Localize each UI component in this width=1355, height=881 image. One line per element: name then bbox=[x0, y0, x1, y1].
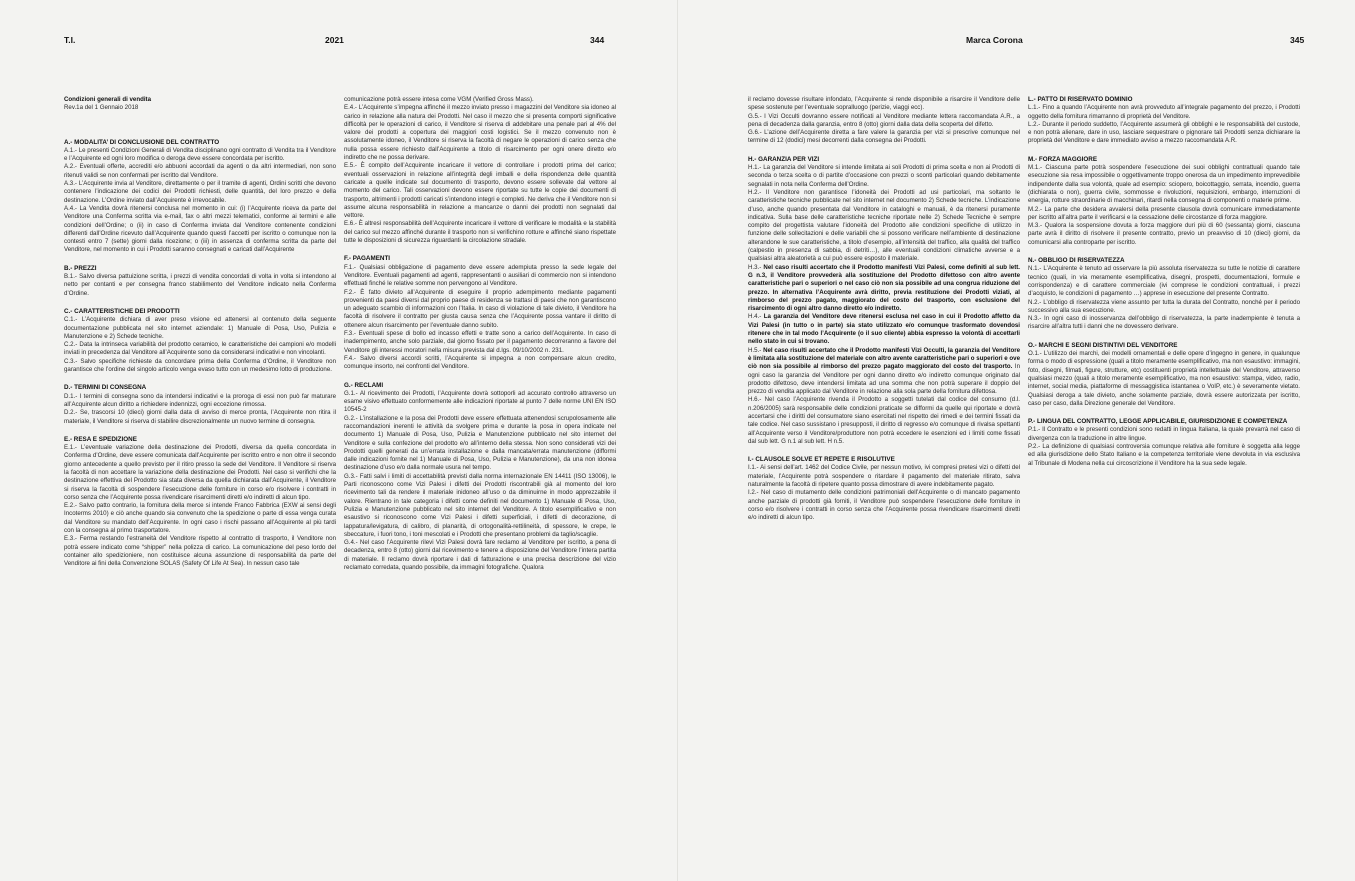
clause-m3: M.3.- Qualora la sospensione dovuta a forza maggiore duri più di 60 (sessanta) giorni, ciascuna parte avrà il diritto di risolvere il presente contratto, previo un preavviso di 10 (dieci) giorni, da comunicarsi alla controparte per iscritto. bbox=[1028, 222, 1300, 246]
clause-f4: F.4.- Salvo diversi accordi scritti, l’Acquirente si impegna a non compensare alcun credito, comunque insorto, nei confronti del Venditore. bbox=[344, 354, 616, 371]
clause-h1: H.1.- La garanzia del Venditore si intende limitata ai soli Prodotti di prima scelta e non ai Prodotti di seconda o terza scelta o di partite d’occasione con prezzi o sconti particolari quando debitamente segnalati in nota nella Conferma dell’Ordine. bbox=[748, 164, 1020, 188]
clause-h2: H.2.- Il Venditore non garantisce l’idoneità dei Prodotti ad usi particolari, ma soltanto le caratteristiche tecniche pubblicate nel sito internet nel documento 2) Schede tecniche. L’indicazione d’uso, anche quando presentata dal Venditore in cataloghi e manuali, è da ritenersi puramente indicativa. Sulla base delle caratteristiche tecniche riportate nelle 2) Schede Tecniche è sempre compito del progettista valutare l’idoneità del Prodotto alle condizioni specifiche di utilizzo in funzione delle sollecitazioni e delle variabili che si possono verificare nell’ambiente di destinazione alterandone le sue caratteristiche, a titolo d’esempio, all’intensità del traffico, alla qualità del traffico (calpestio in presenza di sabbia, di detriti…), alle eventuali condizioni climatiche avverse e a qualsiasi altra aleatorietà a cui può essere esposto il materiale. bbox=[748, 188, 1020, 263]
clause-f3: F.3.- Eventuali spese di bollo ed incasso effetti e tratte sono a carico dell’Acquirente. In caso di inadempimento, anche solo parziale, dal giorno fissato per il pagamento decorreranno a favore del Venditore gli interessi moratori nella misura prevista dal d.lgs. 09/10/2002 n. 231. bbox=[344, 330, 616, 354]
document-title: Condizioni generali di vendita bbox=[64, 96, 152, 103]
clause-h5 bbox=[748, 347, 1020, 397]
clause-g1: G.1.- Al ricevimento dei Prodotti, l’Acquirente dovrà sottoporli ad accurato controllo attraverso un esame visivo effettuato conformemente alle indicazioni riportate al punto 7 delle norme UNI EN ISO 10545-2 bbox=[344, 389, 616, 414]
clause-n1: N.1.- L’Acquirente è tenuto ad osservare la più assoluta riservatezza su tutte le notizie di carattere tecnico (quali, in via meramente esemplificativa, disegni, prospetti, documentazioni, formule e corrispondenza) e di carattere commerciale (ivi comprese le condizioni contrattuali, i prezzi d’acquisto, le condizioni di pagamento …) apprese in esecuzione del presente Contratto. bbox=[1028, 265, 1300, 298]
clause-b1: B.1.- Salvo diversa pattuizione scritta, i prezzi di vendita concordati di volta in volta si intendono al netto per contanti e per consegna franco stabilimento del Venditore indicato nella Conferma d’Ordine. bbox=[64, 273, 336, 297]
clause-h4-number: H.4.- bbox=[748, 313, 764, 321]
clause-h3-number: H.3.- bbox=[748, 263, 764, 271]
clause-e5: E.5.- È compito dell’Acquirente incaricare il vettore di controllare i prodotti prima del carico; eventuali osservazioni in relazione all’integrità degli imballi e della rispondenza delle quantità caricate a quelle indicate sul documento di trasporto, devono essere sollevate dal vettore al momento del carico. Tali osservazioni devono essere riportate su tutte le copie dei documenti di trasporto, altrimenti i prodotti caricati s’intendono integri e completi. Ne deriva che il Venditore non si assume alcuna responsabilità in relazione a mancanze o danni dei prodotti non segnalati dal vettore. bbox=[344, 162, 616, 220]
clause-h5-bold-text: Nel caso risulti accertato che il Prodotto manifesti Vizi Occulti, la garanzia del Venditore è limitata alla sostituzione del materiale con altro avente caratteristiche pari o superiori e ove ciò non sia possibile al rimborso del prezzo pagato maggiorato del costo del trasporto. bbox=[748, 346, 1020, 371]
clause-a4: A.4.- La Vendita dovrà ritenersi conclusa nel momento in cui: (i) l’Acquirente riceva da parte del Venditore una Conferma scritta via e-mail, fax o altri mezzi telematici, conforme ai termini e alle condizioni dell’Ordine; o (ii) in caso di Conferma inviata dal Venditore contenente condizioni differenti dall’Ordine ricevuto dall’Acquirente quando questi l’accetti per iscritto o comunque non la contesti entro 7 (sette) giorni dalla ricezione; o (iii) in assenza di conferma scritta da parte del Venditore, nel momento in cui i Prodotti saranno consegnati e caricati dall’Acquirente bbox=[64, 204, 336, 254]
clause-p1: P.1.- Il Contratto e le presenti condizioni sono redatti in lingua Italiana, la quale prevarrà nel caso di divergenza con la traduzione in altre lingue. bbox=[1028, 426, 1300, 442]
year-label: 2021 bbox=[325, 35, 344, 45]
clause-e1: E.1.- L’eventuale variazione della destinazione dei Prodotti, diversa da quella concordata in Conferma d’Ordine, deve essere comunicata dall’Acquirente per iscritto entro e non oltre il secondo giorno antecedente a quello previsto per il ritiro presso la sede del Venditore. Il Venditore si riserva la facoltà di non accettare la variazione della destinazione dei Prodotti. Nel caso si verifichi che la destinazione effettiva del Prodotto sia stata diversa da quella dichiarata dall’Acquirente, il Venditore si riserva la facoltà di sospendere l’esecuzione delle forniture in corso e/o risolvere i contratti in corso senza che l’Acquirente possa rivendicare risarcimenti diretti e/o indiretti di alcun tipo. bbox=[64, 444, 336, 501]
clause-d1: D.1.- I termini di consegna sono da intendersi indicativi e la proroga di essi non può far maturare all’Acquirente alcun diritto a richiedere indennizzi, ogni eccezione rimossa. bbox=[64, 392, 336, 408]
clause-o1: O.1.- L’utilizzo dei marchi, dei modelli ornamentali e delle opere d’ingegno in genere, in qualunque forma o modo di espressione (quali a titolo meramente esemplificativo, ma non esaustivo: immagini, foto, disegni, filmati, figure, strutture, etc) costituenti proprietà intellettuale del Venditore, attraverso qualsiasi mezzo (quali a titolo meramente esemplificativo, ma non esaustivo: stampa, video, radio, internet, social media, piattaforme di messaggistica istantanea o VoIP, etc.) è severamente vietato. Qualsiasi deroga a tale divieto, anche solamente parziale, dovrà essere autorizzata per iscritto, caso per caso, dalla Direzione generale del Venditore. bbox=[1028, 350, 1300, 407]
column-3 bbox=[748, 96, 1020, 523]
clause-c3: C.3.- Salvo specifiche richieste da concordare prima della Conferma d’Ordine, il Venditore non garantisce che l’ordine del singolo articolo venga evaso tutto con un medesimo lotto di produzione. bbox=[64, 357, 336, 374]
clause-g5: G.5.- I Vizi Occulti dovranno essere notificati al Venditore mediante lettera raccomandata A.R., a pena di decadenza dalla garanzia, entro 8 (otto) giorni dalla data della scoperta del difetto. bbox=[748, 112, 1020, 128]
clause-c1: C.1.- L’Acquirente dichiara di aver preso visione ed attenersi al contenuto della seguente documentazione pubblicata nel sito internet aziendale: 1) Manuale di Posa, Uso, Pulizia e Manutenzione e 2) Schede tecniche. bbox=[64, 316, 336, 340]
left-page-number: 344 bbox=[590, 35, 605, 45]
clause-l1: L.1.- Fino a quando l’Acquirente non avrà provveduto all’integrale pagamento del prezzo, i Prodotti oggetto della fornitura rimarranno di proprietà del Venditore. bbox=[1028, 104, 1300, 120]
clause-h3-text: Nel caso risulti accertato che il Prodotto manifesti Vizi Palesi, come definiti al sub lett. G n.3, il Venditore provvederà alla sostituzione del Prodotto difettoso con altro avente caratteristiche pari o superiori o nel caso ciò non sia possibile ad una congrua riduzione del prezzo. In alternativa l’Acquirente avrà diritto, previa restituzione dei Prodotti viziati, al rimborso del prezzo pagato, maggiorato del costo del trasporto, con esclusione del risarcimento di ogni altro danno diretto e/o indiretto. bbox=[748, 263, 1021, 313]
right-page bbox=[678, 0, 1355, 881]
clause-n3: N.3.- In ogni caso di inosservanza dell’obbligo di riservatezza, la parte inadempiente è tenuta a risarcire all’altra tutti i danni che ne dovessero derivare. bbox=[1028, 315, 1300, 331]
clause-c2: C.2.- Data la intrinseca variabilità del prodotto ceramico, le caratteristiche dei campioni e/o modelli inviati in precedenza dal Venditore all’Acquirente sono da considerarsi indicativi e non vincolanti. bbox=[64, 341, 336, 357]
clause-h4-text: La garanzia del Venditore deve ritenersi esclusa nel caso in cui il Prodotto affetto da Vizi Palesi (in tutto o in parte) sia stato utilizzato e/o comunque trasformato dovendosi ritenere che in tal modo l’Acquirente (o il suo cliente) abbia espresso la volontà di accettarli nello stato in cui si trovano. bbox=[748, 313, 1020, 346]
section-heading-d: D.- TERMINI DI CONSEGNA bbox=[64, 384, 147, 392]
clause-g2: G.2.- L’installazione e la posa dei Prodotti deve essere effettuata attenendosi scrupolosamente alle raccomandazioni inerenti le attività da svolgere prima e durante la posa in opera indicate nel documento 1) Manuale di Posa, Uso, Pulizia e Manutenzione pubblicato nel sito internet del Venditore e sulla confezione del prodotto e/o all’interno della stessa. Non sono considerati vizi dei Prodotti quelli generati da un’errata installazione e dalla mancata/errata manutenzione (difformi dalle indicazioni fornite nel 1) Manuale di Posa, Uso, Pulizia e Manutenzione), da una non idonea destinazione d’uso e/o dalla normale usura nel tempo. bbox=[344, 414, 616, 472]
clause-d2: D.2.- Se, trascorsi 10 (dieci) giorni dalla data di avviso di merce pronta, l’Acquirente non ritira il materiale, il Venditore si riserva di stabilire discrezionalmente un nuovo termine di consegna. bbox=[64, 409, 336, 425]
clause-m1: M.1.- Ciascuna parte potrà sospendere l’esecuzione dei suoi obblighi contrattuali quando tale esecuzione sia resa impossibile o oggettivamente troppo onerosa da un impedimento imprevedibile indipendente dalla sua volontà, quale ad esempio: sciopero, boicottaggio, serrata, incendio, guerra (dichiarata o non), guerra civile, sommosse e rivoluzioni, requisizioni, embargo, interruzioni di energia, rotture straordinarie di macchinari, ritardi nella consegna di componenti o materie prime. bbox=[1028, 164, 1300, 205]
section-heading-b: B.- PREZZI bbox=[64, 264, 97, 272]
clause-e3-continued: comunicazione potrà essere intesa come VGM (Verified Gross Mass). bbox=[344, 96, 534, 103]
right-page-number: 345 bbox=[1290, 35, 1305, 45]
clause-h5-text: In ogni caso la garanzia del Venditore per ogni danno diretto e/o indiretto comunque originato dal prodotto difettoso, deve intendersi limitata ad una somma che non potrà superare il doppio del prezzo di vendita applicato dal Venditore in relazione alla sola parte della fornitura difettosa. bbox=[748, 363, 1020, 396]
clause-i2: I.2.- Nel caso di mutamento delle condizioni patrimoniali dell’Acquirente o di mancato pagamento anche parziale di prodotti già forniti, il Venditore può sospendere l’esecuzione delle forniture in corso e/o risolvere i contratti in corso senza che l’Acquirente possa rivendicare risarcimenti diretti e/o indiretti di alcun tipo. bbox=[748, 489, 1020, 522]
section-heading-m: M.- FORZA MAGGIORE bbox=[1028, 155, 1098, 163]
brand-name: Marca Corona bbox=[966, 35, 1023, 45]
clause-h6: H.6.- Nel caso l’Acquirente rivenda il Prodotto a soggetti tutelati dal codice del consumo (d.l. n.206/2005) sarà responsabile delle condizioni praticate se difformi da quelle qui riportate e dovrà accertarsi che i diritti del consumatore siano esercitati nel rispetto dei rimedi e dei termini fissati da tale codice. Nel caso sussistano i presupposti, il diritto di regresso e/o comunque di rivalsa spettanti all’Acquirente verso il Venditore/produttore non potrà eccedere le esenzioni ed i limiti come fissati dal sub lett. G n.1 al sub lett. H n.5. bbox=[748, 396, 1020, 445]
clause-e4: E.4.- L’Acquirente s’impegna affinché il mezzo inviato presso i magazzini del Venditore sia idoneo al carico in relazione alla natura dei Prodotti. Nel caso il mezzo che si presenta comporti significative difficoltà per le operazioni di carico, il Venditore si riserva di addebitare una penale pari al 4% del valore dei prodotti a copertura dei maggiori costi logistici. Se il mezzo convenuto non è assolutamente idoneo, il Venditore si riserva la facoltà di negare le operazioni di carico senza che nulla possa essere richiesto dall’Acquirente a titolo di risarcimento per ogni onere diretto e/o indiretto che ne possa derivare. bbox=[344, 104, 616, 162]
clause-m2: M.2.- La parte che desidera avvalersi della presente clausola dovrà comunicare immediatamente per iscritto all’altra parte il verificarsi e la cessazione delle circostanze di forza maggiore. bbox=[1028, 205, 1300, 221]
section-heading-a: A.- MODALITA’ DI CONCLUSIONE DEL CONTRATTO bbox=[64, 138, 220, 146]
clause-g4: G.4.- Nel caso l’Acquirente rilevi Vizi Palesi dovrà fare reclamo al Venditore per iscritto, a pena di decadenza, entro 8 (otto) giorni dal ricevimento e tenere a disposizione del Venditore l’intera partita di materiale. Il reclamo dovrà riportare i dati di fatturazione e una precisa descrizione del vizio reclamato corredata, quando possibile, da immagini fotografiche. Qualora bbox=[344, 539, 616, 572]
clause-e6: E.6.- È altresì responsabilità dell’Acquirente incaricare il vettore di verificare le modalità e la stabilità del carico sul mezzo affinché durante il trasporto non si verifichino rotture e affinché siano rispettate tutte le disposizioni di sicurezza riguardanti la circolazione stradale. bbox=[344, 220, 616, 245]
clause-n2: N.2.- L’obbligo di riservatezza viene assunto per tutta la durata del Contratto, nonché per il periodo successivo alla sua esecuzione. bbox=[1028, 298, 1300, 314]
clause-h3 bbox=[748, 264, 1020, 314]
clause-i1: I.1.- Ai sensi dell’art. 1462 del Codice Civile, per nessun motivo, ivi compresi pretesi vizi o difetti del materiale, l’Acquirente potrà sospendere o ritardare il pagamento del materiale ritirato, salva naturalmente la facoltà di ripetere quanto possa dimostrare di avere indebitamente pagato. bbox=[748, 464, 1020, 489]
clause-a1: A.1.- Le presenti Condizioni Generali di Vendita disciplinano ogni contratto di Vendita tra il Venditore e l’Acquirente ed ogni loro modifica o deroga deve essere concordata per iscritto. bbox=[64, 146, 336, 163]
section-heading-o: O.- MARCHI E SEGNI DISTINTIVI DEL VENDITORE bbox=[1028, 341, 1178, 349]
clause-e2: E.2.- Salvo patto contrario, la fornitura della merce si intende Franco Fabbrica (EXW ai sensi degli Incoterms 2010) e ciò anche quando sia convenuto che la spedizione o parte di essa venga curata dal Venditore su mandato dell’Acquirente. In ogni caso i rischi passano all’Acquirente al più tardi con la consegna al primo trasportatore. bbox=[64, 502, 336, 535]
clause-f1: F.1.- Qualsiasi obbligazione di pagamento deve essere adempiuta presso la sede legale del Venditore. Eventuali pagamenti ad agenti, rappresentanti o ausiliari di commercio non si intendono effettuati finché le relative somme non pervengono al Venditore. bbox=[344, 263, 616, 288]
section-heading-f: F.- PAGAMENTI bbox=[344, 255, 391, 263]
clause-a2: A.2.- Eventuali offerte, accrediti e/o abbuoni accordati da agenti o da altri intermediari, non sono ritenuti validi se non confermati per iscritto dal Venditore. bbox=[64, 163, 336, 179]
clause-l2: L.2.- Durante il periodo suddetto, l’Acquirente assumerà gli obblighi e le responsabilità del custode, e non potrà alienare, dare in uso, lasciare sequestrare o pignorare tali Prodotti senza dichiarare la proprietà del Venditore e dare immediato avviso a mezzo raccomandata A.R. bbox=[1028, 120, 1300, 145]
left-page bbox=[0, 0, 677, 881]
section-heading-g: G.- RECLAMI bbox=[344, 381, 384, 389]
section-heading-n: N.- OBBLIGO DI RISERVATEZZA bbox=[1028, 257, 1125, 265]
clause-p2: P.2.- La definizione di qualsiasi controversia comunque relativa alle forniture è soggetta alla legge ed alla giurisdizione dello Stato Italiano e la competenza territoriale viene devoluta in via esclusiva al Tribunale di Modena nella cui circoscrizione il Venditore ha la sua sede legale. bbox=[1028, 442, 1300, 467]
clause-h4 bbox=[748, 313, 1020, 346]
clause-f2: F.2.- È fatto divieto all’Acquirente di eseguire il proprio adempimento mediante pagamenti provenienti da paesi diversi dal proprio paese di residenza se trattasi di paesi che non garantiscono un adeguato scambio di informazioni con l’Italia. In caso di violazione di tale divieto, il Venditore ha facoltà di risolvere il contratto per giusta causa senza che l’Acquirente possa vantare il diritto di ottenere alcun risarcimento per l’eventuale danno subito. bbox=[344, 288, 616, 329]
section-heading-h: H.- GARANZIA PER VIZI bbox=[748, 155, 820, 163]
column-2 bbox=[344, 96, 616, 572]
document-revision: Rev.1a del 1 Gennaio 2018 bbox=[64, 104, 139, 112]
clause-g6: G.6.- L’azione dell’Acquirente diretta a fare valere la garanzia per vizi si prescrive comunque nel termine di 12 (dodici) mesi decorrenti dalla consegna dei Prodotti. bbox=[748, 129, 1020, 145]
section-heading-e: E.- RESA E SPEDIZIONE bbox=[64, 435, 137, 443]
section-heading-c: C.- CARATTERISTICHE DEI PRODOTTI bbox=[64, 307, 180, 315]
left-section-tag: T.I. bbox=[64, 35, 76, 45]
clause-g3: G.3.- Fatti salvi i limiti di accettabilità previsti dalla norma internazionale EN 14411 (ISO 13006), le Parti riconoscono come Vizi Palesi i difetti dei Prodotti riscontrabili già al momento del loro ricevimento tali da rendere il materiale inidoneo all’uso o da diminuirne in modo apprezzabile il valore. Rientrano in tale categoria i difetti come definiti nel documento 1) Manuale di Posa, Uso, Pulizia e Manutenzione pubblicato nel sito internet del Venditore. A titolo esemplificativo e non esaustivo si riconoscono come Vizi Palesi i difetti superficiali, i difetti di decorazione, di lappatura/levigatura, di calibro, di planarità, di ortogonalità-rettilineità, di spessore, le crepe, le sbeccature, i fuori tono, i toni mescolati e i Prodotti che presentano problemi da taglio/scaglie. bbox=[344, 472, 616, 538]
section-heading-i: I.- CLAUSOLE SOLVE ET REPETE E RISOLUTIVE bbox=[748, 456, 895, 464]
clause-e3: E.3.- Ferma restando l’estraneità del Venditore rispetto al contratto di trasporto, il Venditore non potrà essere indicato come “shipper” nella polizza di carico. La comunicazione del peso lordo del container allo spedizioniere, non costituisce alcuna assunzione di responsabilità da parte del Venditore ai fini della Convenzione SOLAS (Safety Of Life At Sea). In nessun caso tale bbox=[64, 535, 336, 568]
clause-h5-number: H.5.- bbox=[748, 346, 764, 354]
section-heading-l: L.- PATTO DI RISERVATO DOMINIO bbox=[1028, 96, 1133, 103]
column-4 bbox=[1028, 96, 1300, 468]
section-heading-p: P.- LINGUA DEL CONTRATTO, LEGGE APPLICABILE, GIURISDIZIONE E COMPETENZA bbox=[1028, 418, 1288, 426]
clause-g4-continued: il reclamo dovesse risultare infondato, l’Acquirente si rende disponibile a risarcire il Venditore delle spese sostenute per l’eventuale sopralluogo (perizie, viaggi ecc). bbox=[748, 96, 1020, 112]
column-1 bbox=[64, 96, 336, 569]
clause-a3: A.3.- L’Acquirente invia al Venditore, direttamente o per il tramite di agenti, Ordini scritti che devono contenere l’indicazione dei codici dei Prodotti richiesti, delle quantità, del loro prezzo e della destinazione. L’Ordine inviato dall’Acquirente è irrevocabile. bbox=[64, 180, 336, 204]
